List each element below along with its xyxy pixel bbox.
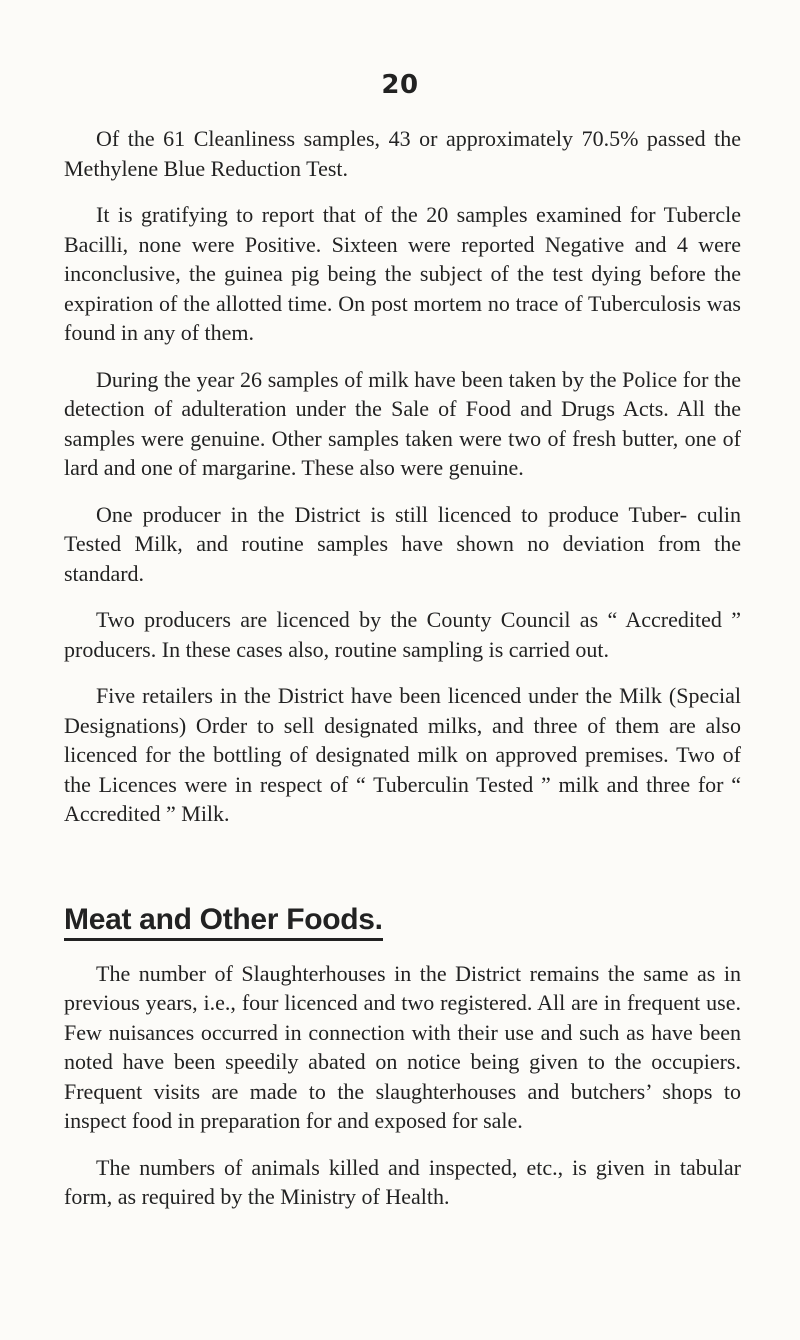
page-number: 20 bbox=[381, 70, 419, 100]
section-heading-meat: Meat and Other Foods. bbox=[64, 903, 383, 941]
paragraph-slaughterhouses: The number of Slaughterhouses in the District remains the same as in previous years, i.e., four licenced and two registered. All are in frequent use. Few nuisances occurred in connection with their use and such as have been noted have been speedily abated on notice being given to the occupiers. Frequent visits are made to the slaughterhouses and butchers’ shops to inspect food in preparation for and exposed for sale. bbox=[64, 960, 741, 1133]
paragraph-accredited-producers: Two producers are licenced by the County Council as “ Accredited ” producers. In these cases also, routine sampling is carried out. bbox=[64, 607, 741, 662]
paragraph-cleanliness-samples: Of the 61 Cleanliness samples, 43 or approximately 70.5% passed the Methylene Blue Reduction Test. bbox=[64, 126, 741, 181]
paragraph-retailers: Five retailers in the District have been licenced under the Milk (Special Designations) Order to sell designated milks, and three of them are also licenced for the bottling of designated milk on approved premises. Two of the Licences were in respect of “ Tuberculin Tested ” milk and three for “ Accredited ” Milk. bbox=[64, 683, 741, 826]
document-body bbox=[64, 124, 741, 1229]
paragraph-tuberculin-producer: One producer in the District is still licenced to produce Tuber- culin Tested Milk, and routine samples have shown no deviation from the standard. bbox=[64, 501, 741, 586]
paragraph-tubercle-bacilli: It is gratifying to report that of the 20 samples examined for Tubercle Bacilli, none were Positive. Sixteen were reported Negative and 4 were inconclusive, the guinea pig being the subject of the test dying before the expiration of the allotted time. On post mortem no trace of Tuberculosis was found in any of them. bbox=[64, 202, 741, 345]
paragraph-police-samples: During the year 26 samples of milk have been taken by the Police for the detection of adulteration under the Sale of Food and Drugs Acts. All the samples were genuine. Other samples taken were two of fresh butter, one of lard and one of margarine. These also were genuine. bbox=[64, 366, 741, 480]
paragraph-animals-killed: The numbers of animals killed and inspected, etc., is given in tabular form, as required by the Ministry of Health. bbox=[64, 1154, 741, 1209]
